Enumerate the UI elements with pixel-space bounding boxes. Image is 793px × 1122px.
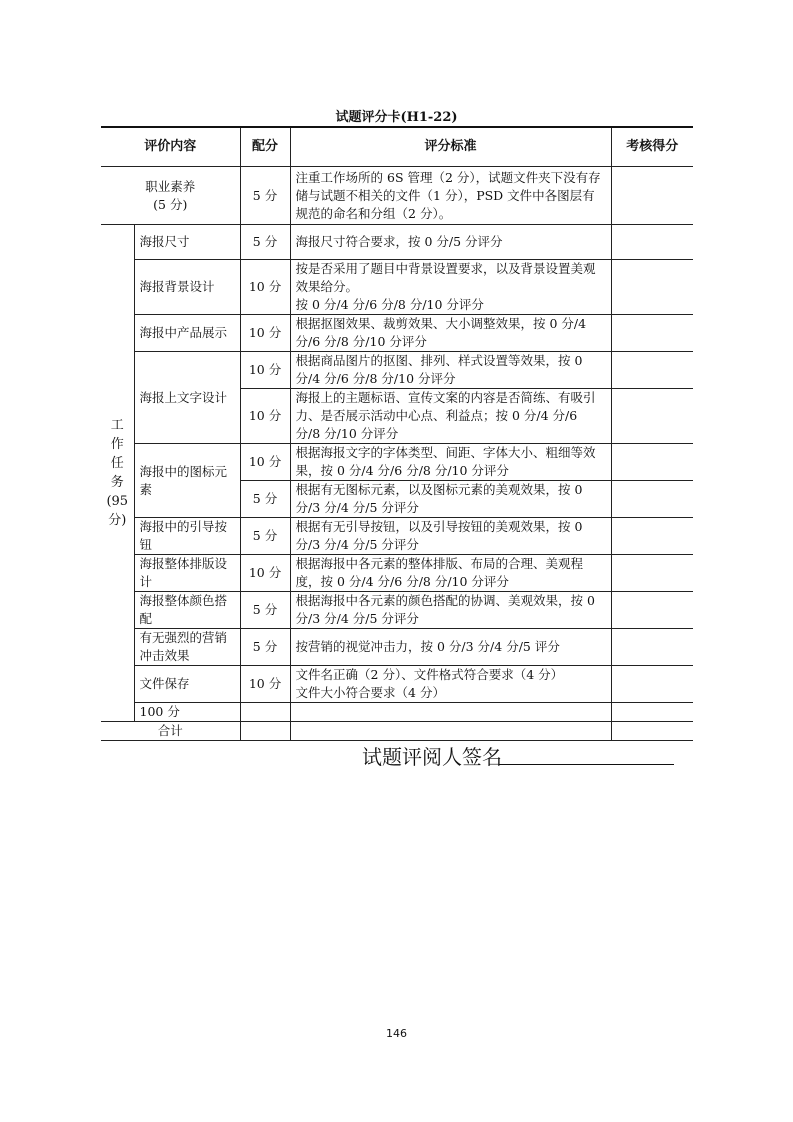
item-cell: 有无强烈的营销冲击效果 xyxy=(134,629,240,666)
criteria-cell: 按是否采用了题目中背景设置要求，以及背景设置美观效果给分。 按 0 分/4 分/6 分/8 分/10 分评分 xyxy=(290,260,611,315)
score-table xyxy=(101,126,693,741)
points-cell: 5 分 xyxy=(240,481,290,518)
criteria-cell: 根据有无图标元素，以及图标元素的美观效果，按 0 分/3 分/4 分/5 分评分 xyxy=(290,481,611,518)
total-criteria-cell xyxy=(290,722,611,741)
criteria-cell: 文件名正确（2 分）、文件格式符合要求（4 分） 文件大小符合要求（4 分） xyxy=(290,666,611,703)
header-criteria: 评分标准 xyxy=(290,127,611,167)
total-score-cell[interactable] xyxy=(611,722,693,741)
table-row xyxy=(101,555,693,592)
criteria-cell: 根据海报文字的字体类型、间距、字体大小、粗细等效果，按 0 分/4 分/6 分/8 分/10 分评分 xyxy=(290,444,611,481)
table-row xyxy=(101,315,693,352)
score-cell[interactable] xyxy=(611,703,693,722)
points-cell: 5 分 xyxy=(240,167,290,225)
header-content: 评价内容 xyxy=(101,127,240,167)
score-cell[interactable] xyxy=(611,315,693,352)
signature-line[interactable] xyxy=(499,764,674,765)
criteria-cell: 按营销的视觉冲击力，按 0 分/3 分/4 分/5 评分 xyxy=(290,629,611,666)
table-row xyxy=(101,260,693,315)
score-cell[interactable] xyxy=(611,167,693,225)
criteria-cell: 海报尺寸符合要求，按 0 分/5 分评分 xyxy=(290,225,611,260)
score-cell[interactable] xyxy=(611,629,693,666)
score-cell[interactable] xyxy=(611,444,693,481)
table-row xyxy=(101,225,693,260)
criteria-cell: 根据海报中各元素的整体排版、布局的合理、美观程度，按 0 分/4 分/6 分/8 分/10 分评分 xyxy=(290,555,611,592)
criteria-cell: 根据有无引导按钮，以及引导按钮的美观效果，按 0 分/3 分/4 分/5 分评分 xyxy=(290,518,611,555)
score-cell[interactable] xyxy=(611,666,693,703)
item-cell: 海报中的图标元素 xyxy=(134,444,240,518)
professional-label: 职业素养 (5 分) xyxy=(101,167,240,225)
points-cell: 10 分 xyxy=(240,315,290,352)
score-cell[interactable] xyxy=(611,260,693,315)
points-cell: 5 分 xyxy=(240,592,290,629)
card-title: 试题评分卡(H1-22) xyxy=(335,110,458,125)
score-cell[interactable] xyxy=(611,555,693,592)
points-cell: 10 分 xyxy=(240,260,290,315)
item-cell: 海报上文字设计 xyxy=(134,352,240,444)
item-cell: 海报中产品展示 xyxy=(134,315,240,352)
score-cell[interactable] xyxy=(611,225,693,260)
header-points: 配分 xyxy=(240,127,290,167)
table-row xyxy=(101,518,693,555)
points-cell: 10 分 xyxy=(240,666,290,703)
item-cell: 海报尺寸 xyxy=(134,225,240,260)
criteria-cell: 根据商品图片的抠图、排列、样式设置等效果，按 0 分/4 分/6 分/8 分/10 分评分 xyxy=(290,352,611,389)
points-cell: 10 分 xyxy=(240,352,290,389)
points-cell: 10 分 xyxy=(240,555,290,592)
item-cell: 海报背景设计 xyxy=(134,260,240,315)
score-cell[interactable] xyxy=(611,389,693,444)
table-row xyxy=(101,352,693,389)
criteria-cell: 注重工作场所的 6S 管理（2 分），试题文件夹下没有存储与试题不相关的文件（1 分），PSD 文件中各图层有规范的命名和分组（2 分）。 xyxy=(290,167,611,225)
score-cell[interactable] xyxy=(611,518,693,555)
task-label: 工 作 任 务 (95 分) xyxy=(101,225,134,722)
points-cell xyxy=(240,703,290,722)
table-row xyxy=(101,167,693,225)
total-label: 合计 xyxy=(101,722,240,741)
table-row xyxy=(101,592,693,629)
points-cell: 10 分 xyxy=(240,389,290,444)
table-row xyxy=(101,444,693,481)
total-row xyxy=(101,722,693,741)
score-cell[interactable] xyxy=(611,592,693,629)
item-cell: 海报整体颜色搭配 xyxy=(134,592,240,629)
header-row xyxy=(101,127,693,167)
criteria-cell xyxy=(290,703,611,722)
signature-label: 试题评阅人签名 xyxy=(362,745,502,769)
header-score: 考核得分 xyxy=(611,127,693,167)
criteria-cell: 根据抠图效果、裁剪效果、大小调整效果，按 0 分/4 分/6 分/8 分/10 分评分 xyxy=(290,315,611,352)
score-cell[interactable] xyxy=(611,481,693,518)
points-cell: 5 分 xyxy=(240,518,290,555)
total-points-cell xyxy=(240,722,290,741)
points-cell: 10 分 xyxy=(240,444,290,481)
points-cell: 5 分 xyxy=(240,225,290,260)
score-cell[interactable] xyxy=(611,352,693,389)
criteria-cell: 海报上的主题标语、宣传文案的内容是否简练、有吸引力、是否展示活动中心点、利益点；按 0 分/4 分/6 分/8 分/10 分评分 xyxy=(290,389,611,444)
item-cell: 海报中的引导按钮 xyxy=(134,518,240,555)
item-cell: 文件保存 xyxy=(134,666,240,703)
item-cell: 海报整体排版设计 xyxy=(134,555,240,592)
table-row xyxy=(101,629,693,666)
points-cell: 5 分 xyxy=(240,629,290,666)
page-number: 146 xyxy=(386,1027,407,1040)
item-cell: 100 分 xyxy=(134,703,240,722)
table-row xyxy=(101,703,693,722)
criteria-cell: 根据海报中各元素的颜色搭配的协调、美观效果，按 0 分/3 分/4 分/5 分评分 xyxy=(290,592,611,629)
table-row xyxy=(101,666,693,703)
